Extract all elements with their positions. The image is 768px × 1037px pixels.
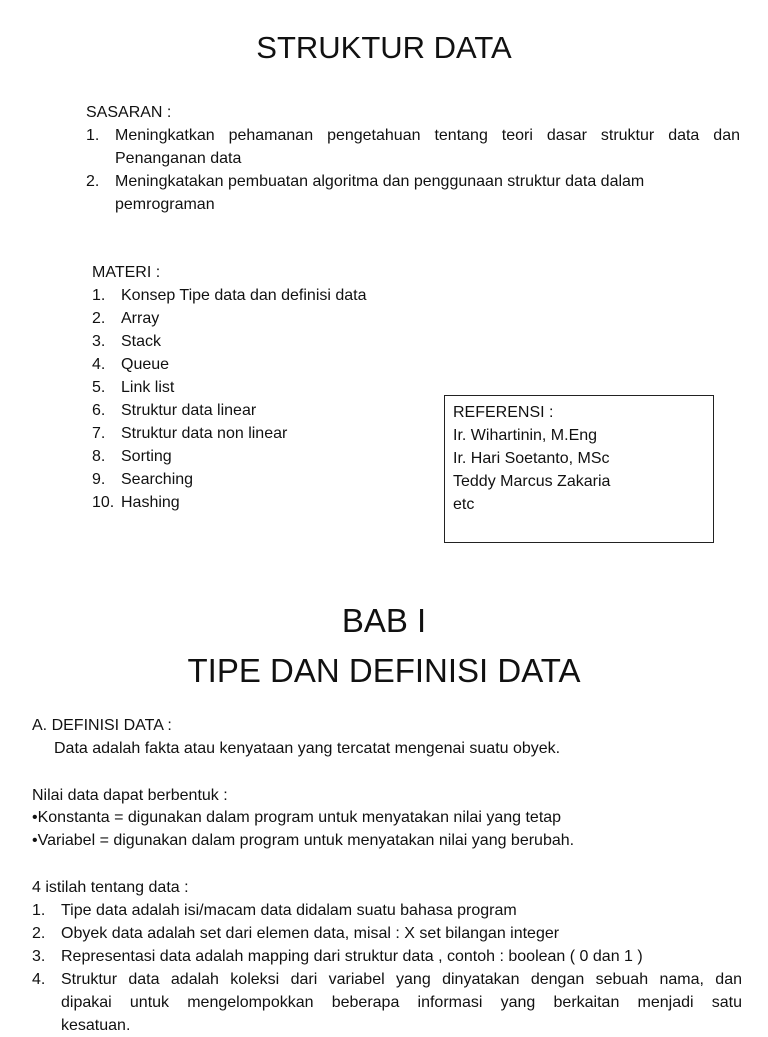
sasaran-item bbox=[86, 170, 740, 216]
istilah-item-text: Tipe data adalah isi/macam data didalam suatu bahasa program bbox=[61, 902, 517, 919]
sasaran-heading: SASARAN : bbox=[86, 104, 172, 121]
materi-list bbox=[92, 284, 367, 514]
materi-item-text: Struktur data linear bbox=[121, 402, 257, 419]
nilai-heading: Nilai data dapat berbentuk : bbox=[32, 787, 228, 804]
materi-item bbox=[92, 307, 367, 330]
materi-item-number: 9. bbox=[92, 471, 106, 488]
definisi-text: Data adalah fakta atau kenyataan yang tercatat mengenai suatu obyek. bbox=[54, 740, 561, 757]
istilah-heading: 4 istilah tentang data : bbox=[32, 879, 189, 896]
istilah-item-number: 1. bbox=[32, 902, 46, 919]
istilah-item bbox=[32, 968, 742, 1037]
materi-item-number: 8. bbox=[92, 448, 106, 465]
materi-item bbox=[92, 399, 367, 422]
istilah-item bbox=[32, 922, 742, 945]
istilah-item-number: 4. bbox=[32, 971, 46, 988]
materi-item-text: Array bbox=[121, 310, 160, 327]
referensi-item: Ir. Wihartinin, M.Eng bbox=[453, 427, 598, 444]
materi-item-text: Sorting bbox=[121, 448, 172, 465]
definisi-heading: A. DEFINISI DATA : bbox=[32, 717, 172, 734]
materi-item bbox=[92, 376, 367, 399]
materi-item bbox=[92, 284, 367, 307]
referensi-item: Teddy Marcus Zakaria bbox=[453, 473, 611, 490]
materi-item-number: 5. bbox=[92, 379, 106, 396]
materi-item bbox=[92, 422, 367, 445]
materi-item-number: 4. bbox=[92, 356, 106, 373]
materi-item-text: Stack bbox=[121, 333, 162, 350]
materi-item-number: 1. bbox=[92, 287, 106, 304]
materi-heading: MATERI : bbox=[92, 264, 161, 281]
materi-item bbox=[92, 491, 367, 514]
istilah-item bbox=[32, 899, 742, 922]
materi-item-text: Link list bbox=[121, 379, 175, 396]
materi-item-number: 3. bbox=[92, 333, 106, 350]
istilah-item-number: 2. bbox=[32, 925, 46, 942]
materi-item-number: 2. bbox=[92, 310, 106, 327]
materi-item-text: Queue bbox=[121, 356, 170, 373]
materi-item bbox=[92, 353, 367, 376]
istilah-item-number: 3. bbox=[32, 948, 46, 965]
materi-item-number: 7. bbox=[92, 425, 106, 442]
materi-item-text: Konsep Tipe data dan definisi data bbox=[121, 287, 367, 304]
sasaran-item-line: Penanganan data bbox=[115, 150, 242, 167]
materi-item-text: Hashing bbox=[121, 494, 180, 511]
sasaran-item-line: pemrograman bbox=[115, 196, 215, 213]
sasaran-item-number: 2. bbox=[86, 173, 100, 190]
istilah-item-line: kesatuan. bbox=[61, 1017, 131, 1034]
referensi-heading: REFERENSI : bbox=[453, 404, 554, 421]
materi-item bbox=[92, 330, 367, 353]
sasaran-item-line: Meningkatakan pembuatan algoritma dan penggunaan struktur data dalam bbox=[115, 173, 645, 190]
materi-item bbox=[92, 445, 367, 468]
materi-item-text: Struktur data non linear bbox=[121, 425, 288, 442]
istilah-item bbox=[32, 945, 742, 968]
referensi-item: Ir. Hari Soetanto, MSc bbox=[453, 450, 610, 467]
referensi-item: etc bbox=[453, 496, 475, 513]
chapter-number: BAB I bbox=[341, 602, 427, 639]
istilah-item-line: dipakai untuk mengelompokkan beberapa informasi yang berkaitan menjadi satu bbox=[61, 994, 742, 1011]
materi-item bbox=[92, 468, 367, 491]
sasaran-item-number: 1. bbox=[86, 127, 100, 144]
sasaran-list bbox=[86, 124, 740, 216]
materi-item-number: 6. bbox=[92, 402, 106, 419]
chapter-title: TIPE DAN DEFINISI DATA bbox=[187, 652, 581, 689]
istilah-item-text: Obyek data adalah set dari elemen data, misal : X set bilangan integer bbox=[61, 925, 560, 942]
referensi-box bbox=[444, 395, 714, 543]
nilai-bullet: •Variabel = digunakan dalam program untuk menyatakan nilai yang berubah. bbox=[32, 832, 575, 849]
document-title: STRUKTUR DATA bbox=[256, 30, 512, 65]
istilah-item-text: Representasi data adalah mapping dari struktur data , contoh : boolean ( 0 dan 1 ) bbox=[61, 948, 643, 965]
istilah-item-line: Struktur data adalah koleksi dari variabel yang dinyatakan dengan sebuah nama, dan bbox=[61, 971, 742, 988]
sasaran-item bbox=[86, 124, 740, 170]
istilah-list bbox=[32, 899, 742, 1037]
materi-item-number: 10. bbox=[92, 494, 115, 511]
nilai-bullet: •Konstanta = digunakan dalam program untuk menyatakan nilai yang tetap bbox=[32, 809, 562, 826]
sasaran-item-line: Meningkatkan pehamanan pengetahuan tentang teori dasar struktur data dan bbox=[115, 127, 740, 144]
materi-item-text: Searching bbox=[121, 471, 194, 488]
